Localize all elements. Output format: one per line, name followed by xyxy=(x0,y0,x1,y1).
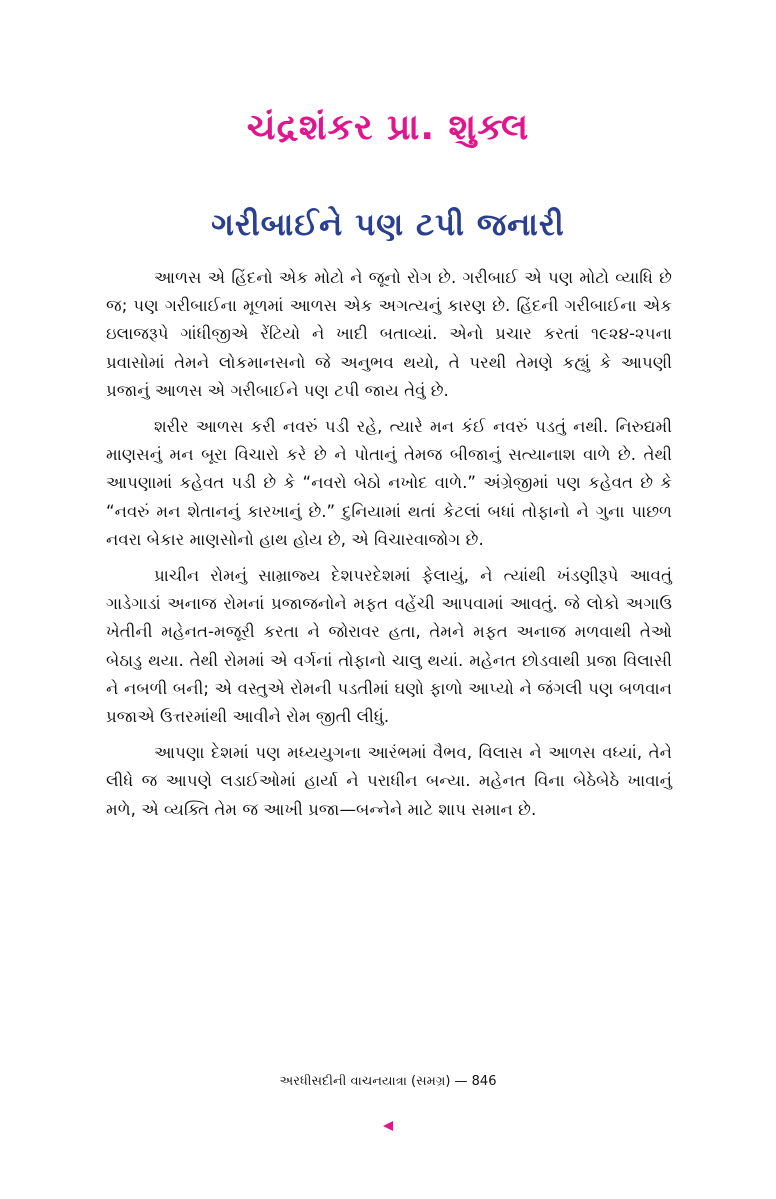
article-title: ગરીબાઈને પણ ટપી જનારી xyxy=(211,207,565,243)
article-body xyxy=(106,264,672,832)
author-name: ચંદ્રશંકર પ્રા. શુક્લ xyxy=(246,107,530,148)
prev-page-icon xyxy=(381,1119,395,1133)
paragraph-4: આપણા દેશમાં પણ મધ્યયુગના આરંભમાં વૈભવ, વિલાસ ને આળસ વધ્યાં, તેને લીધે જ આપણે લડાઈઓમાં હાર્યા ને પરાધીન બન્યા. મહેનત વિના બેઠેબેઠે ખાવાનું મળે, એ વ્યક્તિ તેમ જ આખી પ્રજા—બન્નેને માટે શાપ સમાન છે. xyxy=(106,743,672,819)
paragraph-3: પ્રાચીન રોમનું સામ્રાજ્ય દેશપરદેશમાં ફેલાયું, ને ત્યાંથી ખંડણીરૂપે આવતું ગાડેગાડાં અનાજ રોમનાં પ્રજાજનોને મફત વહેંચી આપવામાં આવતું. જે લોકો અગાઉ ખેતીની મહેનત-મજૂરી કરતા ને જોરાવર હતા, તેમને મફત અનાજ મળવાથી તેઓ બેઠાડુ થયા. તેથી રોમમાં એ વર્ગનાં તોફાનો ચાલુ થયાં. મહેનત છોડવાથી પ્રજા વિલાસી ને નબળી બની; એ વસ્તુએ રોમની પડતીમાં ઘણો ફાળો આપ્યો ને જંગલી પણ બળવાન પ્રજાએ ઉત્તરમાંથી આવીને રોમ જીતી લીધું. xyxy=(106,566,672,727)
page-footer: અરધીસદીની વાચનયાત્રા (સમગ્ર) — 846 xyxy=(279,1074,497,1089)
paragraph-2: શરીર આળસ કરી નવરું પડી રહે, ત્યારે મન કંઈ નવરું પડતું નથી. નિરુદ્યમી માણસનું મન બૂરા વિચારો કરે છે ને પોતાનું તેમજ બીજાનું સત્યાનાશ વાળે છે. તેથી આપણામાં કહેવત પડી છે કે “નવરો બેઠો નખોદ વાળે.” અંગ્રેજીમાં પણ કહેવત છે કે “નવરું મન શેતાનનું કારખાનું છે.” દુનિયામાં થતાં કેટલાં બધાં તોફાનો ને ગુના પાછળ નવરા બેકાર માણસોનો હાથ હોય છે, એ વિચારવાજોગ છે. xyxy=(106,417,672,549)
previous-page-button[interactable] xyxy=(380,1118,396,1134)
paragraph-1: આળસ એ હિંદનો એક મોટો ને જૂનો રોગ છે. ગરીબાઈ એ પણ મોટો વ્યાધિ છે જ; પણ ગરીબાઈના મૂળમાં આળસ એક અગત્યનું કારણ છે. હિંદની ગરીબાઈના એક ઇલાજરૂપે ગાંધીજીએ રેંટિયો ને ખાદી બતાવ્યાં. એનો પ્રચાર કરતાં ૧૯૨૪-૨૫ના પ્રવાસોમાં તેમને લોકમાનસનો જે અનુભવ થયો, તે પરથી તેમણે કહ્યું કે આપણી પ્રજાનું આળસ એ ગરીબાઈને પણ ટપી જાય તેવું છે. xyxy=(106,268,672,400)
